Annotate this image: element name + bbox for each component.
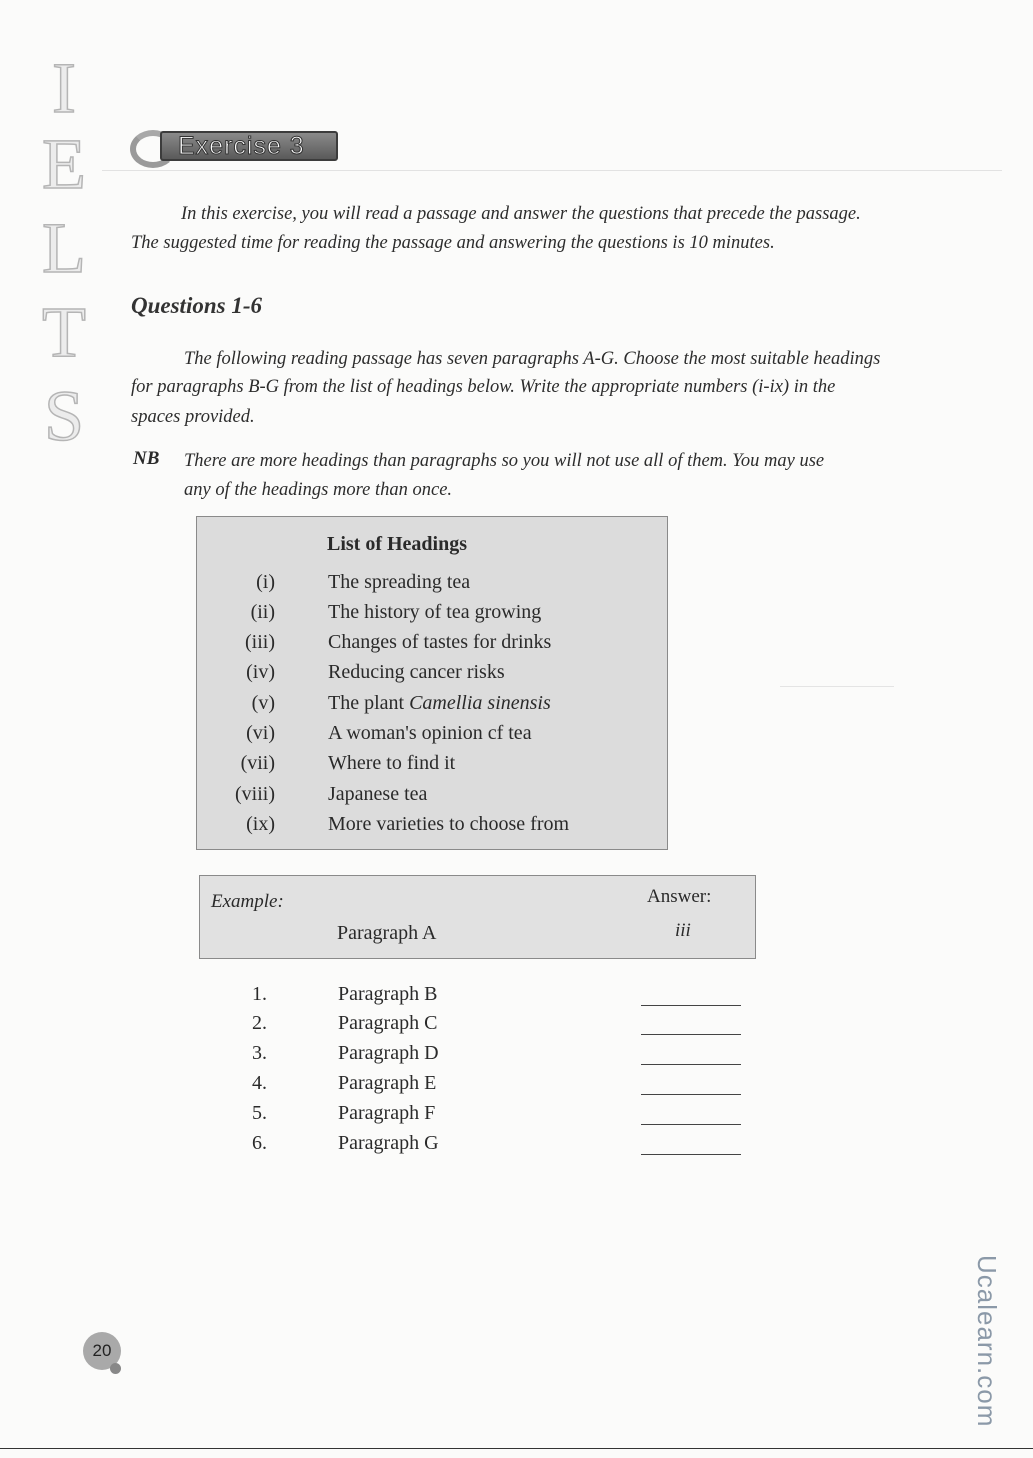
instructions-line-1: The following reading passage has seven paragraphs A-G. Choose the most suitable headings bbox=[184, 349, 881, 369]
sidebar-letter-l: L bbox=[42, 208, 86, 288]
heading-item bbox=[197, 783, 667, 813]
heading-item bbox=[197, 752, 667, 782]
watermark: Ucalearn.com bbox=[972, 1255, 1002, 1428]
answer-paragraph: Paragraph G bbox=[338, 1132, 439, 1154]
heading-item bbox=[197, 813, 667, 843]
headings-title: List of Headings bbox=[327, 533, 468, 555]
heading-number: (ii) bbox=[250, 601, 275, 623]
heading-text bbox=[328, 692, 551, 715]
nb-line-1: There are more headings than paragraphs so you will not use all of them. You may use bbox=[184, 451, 825, 471]
example-paragraph: Paragraph A bbox=[337, 922, 437, 944]
heading-item bbox=[197, 571, 667, 601]
heading-number: (ix) bbox=[246, 813, 275, 835]
page-dot-icon bbox=[110, 1363, 121, 1374]
answer-number: 1. bbox=[252, 983, 267, 1005]
heading-text: Japanese tea bbox=[328, 783, 428, 805]
sidebar-letter-s: S bbox=[43, 376, 85, 456]
answer-row bbox=[0, 1072, 1033, 1102]
example-answer: iii bbox=[675, 920, 691, 941]
instructions-line-3: spaces provided. bbox=[131, 407, 255, 427]
answer-row bbox=[0, 1132, 1033, 1162]
heading-item bbox=[197, 722, 667, 752]
exercise-banner: Exercise 3 bbox=[160, 131, 338, 161]
sidebar-letter-i: I bbox=[52, 48, 76, 128]
heading-text: The history of tea growing bbox=[328, 601, 542, 623]
example-box bbox=[199, 875, 756, 959]
heading-item bbox=[197, 661, 667, 691]
heading-item bbox=[197, 631, 667, 661]
page-number: 20 bbox=[83, 1332, 121, 1370]
heading-text: More varieties to choose from bbox=[328, 813, 570, 835]
answer-blank[interactable] bbox=[641, 1154, 741, 1155]
bottom-rule bbox=[0, 1448, 1033, 1449]
answer-blank[interactable] bbox=[641, 1064, 741, 1065]
heading-text: Reducing cancer risks bbox=[328, 661, 505, 683]
answer-row bbox=[0, 983, 1033, 1013]
answer-paragraph: Paragraph F bbox=[338, 1102, 436, 1124]
answer-number: 5. bbox=[252, 1102, 267, 1124]
nb-label: NB bbox=[133, 448, 160, 469]
answer-number: 3. bbox=[252, 1042, 267, 1064]
heading-number: (v) bbox=[251, 692, 275, 714]
sidebar-letter-t: T bbox=[42, 292, 86, 372]
answer-blank[interactable] bbox=[641, 1124, 741, 1125]
intro-line-2: The suggested time for reading the passage and answering the questions is 10 minutes. bbox=[131, 233, 775, 253]
answer-paragraph: Paragraph B bbox=[338, 983, 438, 1005]
answer-blank[interactable] bbox=[641, 1005, 741, 1006]
header-divider bbox=[102, 170, 1002, 171]
headings-box bbox=[196, 516, 668, 850]
intro-line-1: In this exercise, you will read a passage and answer the questions that precede the passage. bbox=[181, 204, 861, 224]
heading-text: Where to find it bbox=[328, 752, 456, 774]
answer-label: Answer: bbox=[647, 886, 712, 907]
answer-number: 2. bbox=[252, 1012, 267, 1034]
answer-blank[interactable] bbox=[641, 1034, 741, 1035]
nb-line-2: any of the headings more than once. bbox=[184, 480, 453, 500]
heading-item bbox=[197, 692, 667, 722]
answer-paragraph: Paragraph E bbox=[338, 1072, 437, 1094]
answer-blank[interactable] bbox=[641, 1094, 741, 1095]
example-label: Example: bbox=[211, 891, 284, 912]
heading-number: (iv) bbox=[246, 661, 275, 683]
instructions-line-2: for paragraphs B-G from the list of headings below. Write the appropriate numbers (i-ix) in the bbox=[131, 377, 836, 397]
faint-divider bbox=[780, 686, 894, 687]
heading-text: The spreading tea bbox=[328, 571, 471, 593]
heading-text: Changes of tastes for drinks bbox=[328, 631, 552, 653]
sidebar-letter-e: E bbox=[42, 124, 86, 204]
answer-number: 4. bbox=[252, 1072, 267, 1094]
heading-item bbox=[197, 601, 667, 631]
answer-number: 6. bbox=[252, 1132, 267, 1154]
heading-text-species: Camellia sinensis bbox=[409, 692, 551, 714]
heading-text-plain: The plant bbox=[328, 692, 410, 714]
answer-row bbox=[0, 1042, 1033, 1072]
answer-row bbox=[0, 1102, 1033, 1132]
heading-number: (vii) bbox=[240, 752, 275, 774]
heading-number: (viii) bbox=[235, 783, 275, 805]
answer-row bbox=[0, 1012, 1033, 1042]
heading-number: (vi) bbox=[246, 722, 275, 744]
answer-paragraph: Paragraph C bbox=[338, 1012, 438, 1034]
heading-number: (i) bbox=[256, 571, 275, 593]
heading-text: A woman's opinion cf tea bbox=[328, 722, 532, 744]
answer-paragraph: Paragraph D bbox=[338, 1042, 439, 1064]
questions-title: Questions 1-6 bbox=[131, 293, 262, 318]
heading-number: (iii) bbox=[245, 631, 275, 653]
